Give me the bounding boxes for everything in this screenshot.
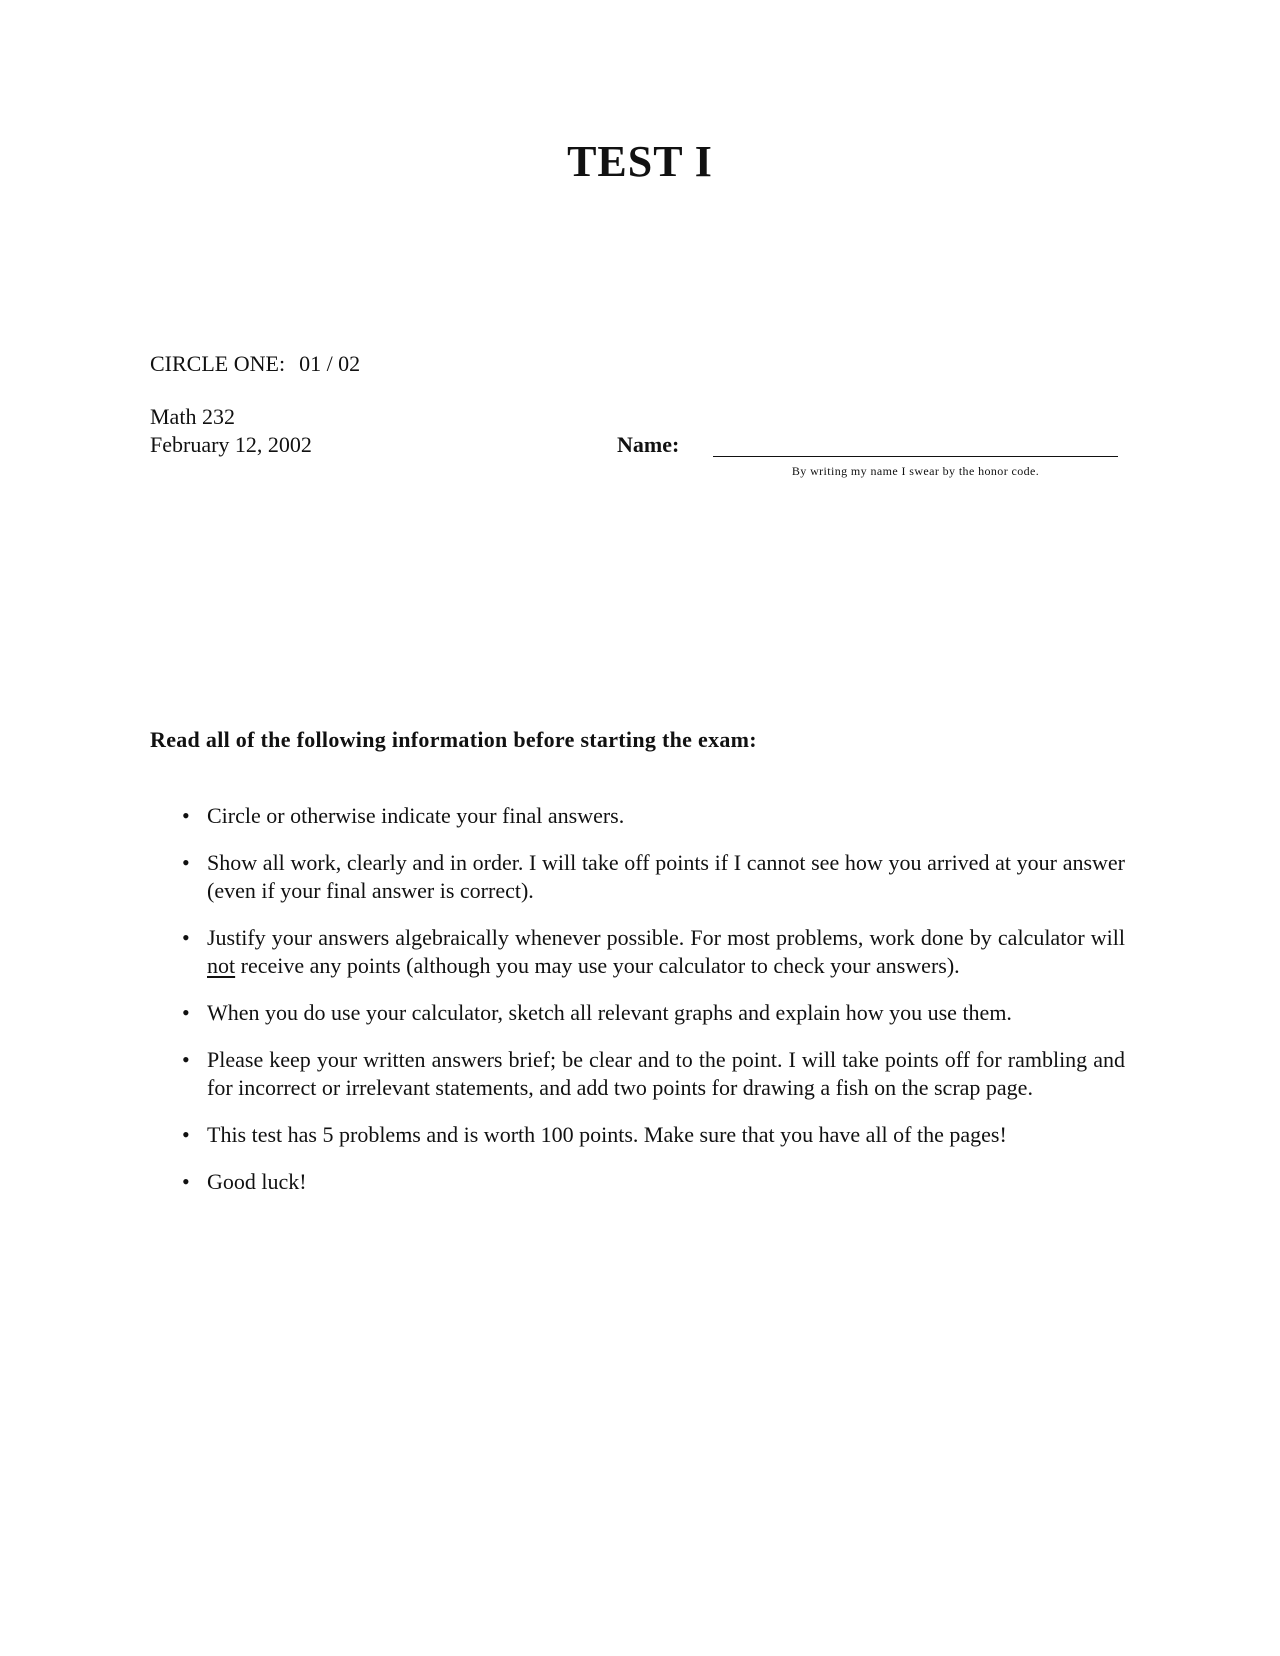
bullet-icon: • <box>182 803 190 828</box>
list-item <box>182 999 1125 1027</box>
section-options: 01 / 02 <box>299 351 361 376</box>
list-item-text: When you do use your calculator, sketch all relevant graphs and explain how you use them. <box>207 1000 1012 1025</box>
bullet-icon: • <box>182 925 190 950</box>
bullet-icon: • <box>182 850 190 875</box>
list-item-text: Good luck! <box>207 1169 307 1194</box>
list-item-text-after: receive any points (although you may use your calculator to check your answers). <box>235 953 960 978</box>
list-item <box>182 1046 1125 1102</box>
exam-date: February 12, 2002 <box>150 432 312 457</box>
bullet-icon: • <box>182 1000 190 1025</box>
name-signature-line[interactable] <box>713 456 1118 457</box>
circle-one-label: CIRCLE ONE: <box>150 351 286 376</box>
list-item <box>182 1168 1125 1196</box>
bullet-icon: • <box>182 1047 190 1072</box>
instructions-heading: Read all of the following information before starting the exam: <box>150 727 757 752</box>
page-title: TEST I <box>567 137 713 186</box>
course-name: Math 232 <box>150 404 235 429</box>
list-item <box>182 924 1125 980</box>
list-item-text: This test has 5 problems and is worth 100 points. Make sure that you have all of the pages! <box>207 1122 1007 1147</box>
list-item-text-before: Justify your answers algebraically whenever possible. For most problems, work done by calculator will <box>207 925 1125 950</box>
bullet-icon: • <box>182 1122 190 1147</box>
instructions-list <box>182 802 1125 1215</box>
underlined-emphasis: not <box>207 953 236 978</box>
name-label: Name: <box>617 432 680 457</box>
honor-code-note: By writing my name I swear by the honor code. <box>791 464 1040 478</box>
list-item <box>182 849 1125 905</box>
list-item-text: Circle or otherwise indicate your final answers. <box>207 803 625 828</box>
list-item-text: Please keep your written answers brief; be clear and to the point. I will take points off for rambling and for incorrect or irrelevant statements, and add two points for drawing a fish on the scrap page. <box>207 1047 1125 1100</box>
list-item-text: Show all work, clearly and in order. I will take off points if I cannot see how you arrived at your answer (even if your final answer is correct). <box>207 850 1125 903</box>
section-selector <box>150 351 360 377</box>
bullet-icon: • <box>182 1169 190 1194</box>
list-item <box>182 1121 1125 1149</box>
list-item <box>182 802 1125 830</box>
